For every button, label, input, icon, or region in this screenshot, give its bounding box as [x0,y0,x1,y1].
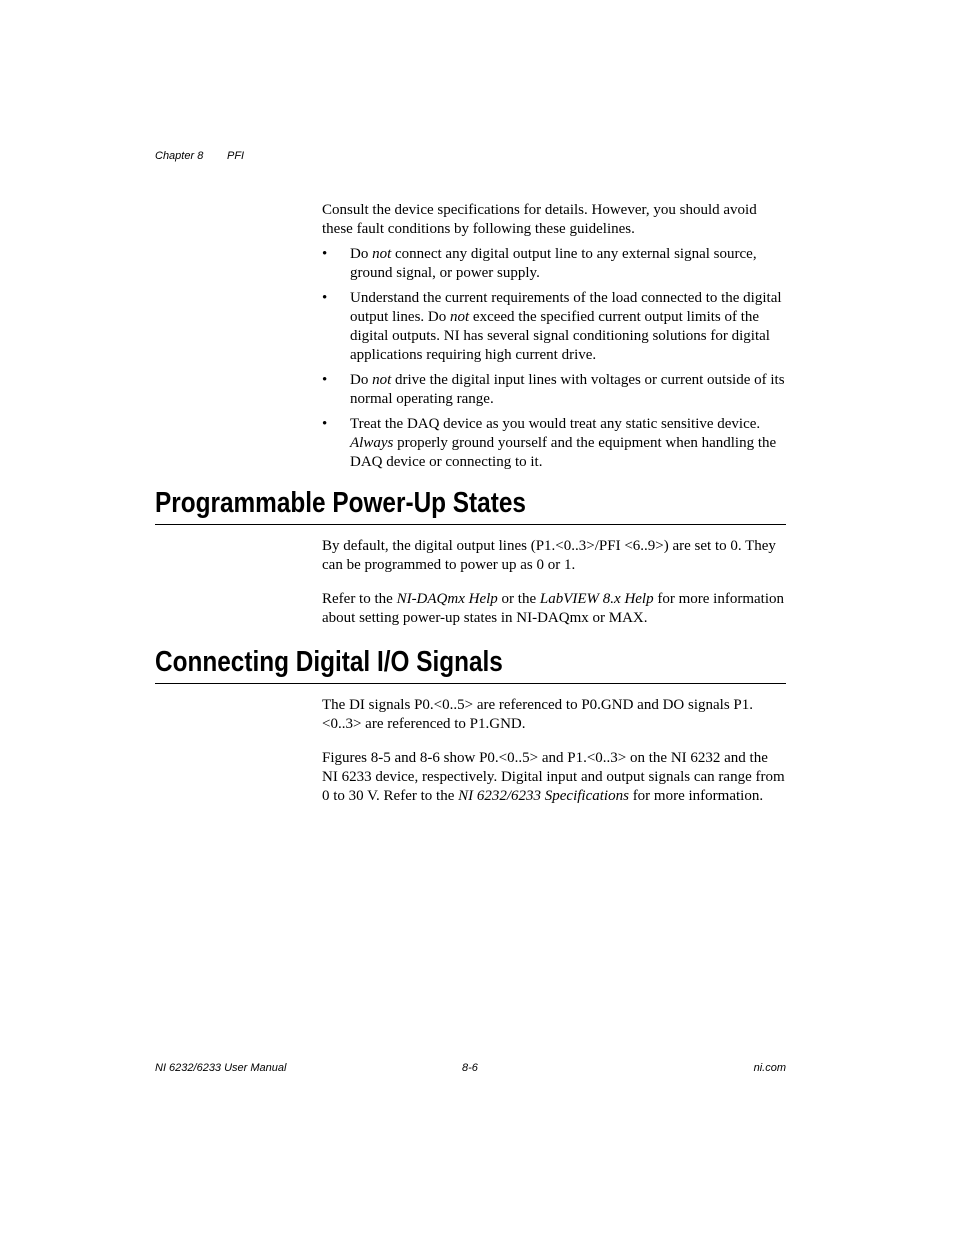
connecting-paragraph-1: The DI signals P0.<0..5> are referenced to P0.GND and DO signals P1.<0..3> are referenced to P1.GND. [322,697,754,732]
connecting-paragraph-2 [322,749,786,806]
guideline-text: Treat the DAQ device as you would treat any static sensitive device. [350,416,761,432]
page-number: 8-6 [462,1062,478,1074]
chapter-label: Chapter 8 [155,150,204,162]
guideline-emphasis: Always [350,435,394,451]
fault-guidelines [322,201,786,478]
guideline-text: exceed the specified current output limits of the digital outputs. NI has several signal conditioning solutions for digital applications requiring high current drive. [350,309,770,363]
heading-rule [155,683,786,684]
site-link[interactable]: ni.com [753,1062,786,1074]
heading-rule [155,524,786,525]
guideline-item [322,289,786,365]
connecting-body [322,696,786,806]
guideline-emphasis: not [372,246,392,262]
powerup-body [322,537,786,628]
guideline-item [322,415,786,472]
section-heading-powerup: Programmable Power-Up States [155,487,526,519]
guideline-emphasis: not [372,372,392,388]
guideline-text: drive the digital input lines with voltages or current outside of its normal operating range. [350,372,785,407]
paragraph-text: for more information. [628,788,764,804]
paragraph-text: Figures 8-5 and 8-6 show P0.<0..5> and P1.<0..3> on the NI 6232 and the NI 6233 device, respectively. Digital input and output signals can range from 0 to 30 V. Refer to the [322,750,785,804]
manual-title: NI 6232/6233 User Manual [155,1062,287,1074]
section-heading-connecting: Connecting Digital I/O Signals [155,646,503,678]
guideline-list [322,245,786,472]
paragraph-text: for more information about setting power-up states in NI-DAQmx or MAX. [322,591,784,626]
fault-intro: Consult the device specifications for details. However, you should avoid these fault conditions by following these guidelines. [322,202,757,237]
guideline-emphasis: not [450,309,470,325]
guideline-text: Do [350,246,373,262]
powerup-paragraph-1: By default, the digital output lines (P1.<0..3>/PFI <6..9>) are set to 0. They can be programmed to power up as 0 or 1. [322,538,776,573]
guideline-text: connect any digital output line to any external signal source, ground signal, or power supply. [350,246,757,281]
guideline-item [322,245,786,283]
powerup-paragraph-2 [322,590,786,628]
paragraph-text: or the [497,591,540,607]
guideline-text: Do [350,372,373,388]
running-header [155,150,244,162]
paragraph-text: Refer to the [322,591,397,607]
guideline-text: Understand the current requirements of the load connected to the digital output lines. Do [350,290,782,325]
doc-reference: NI 6232/6233 Specifications [458,788,629,804]
doc-reference: LabVIEW 8.x Help [539,591,654,607]
guideline-item [322,371,786,409]
doc-reference: NI-DAQmx Help [396,591,498,607]
guideline-text: properly ground yourself and the equipment when handling the DAQ device or connecting to it. [350,435,777,470]
section-label: PFI [227,150,245,162]
